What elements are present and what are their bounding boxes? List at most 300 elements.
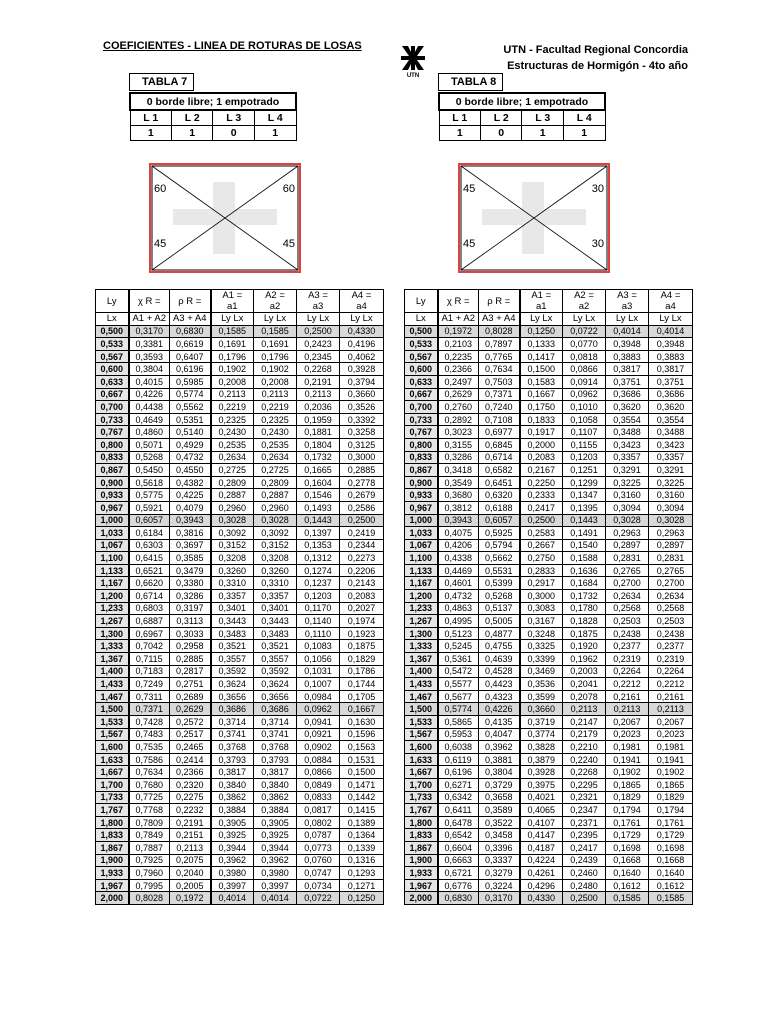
cell-chi-r: 0,6721 [438, 867, 479, 880]
cell-ly: 1,367 [405, 653, 438, 666]
cell-chi-r: 0,7042 [129, 640, 170, 653]
cell-rho-r: 0,2689 [170, 690, 211, 703]
cell-a4: 0,1389 [340, 816, 384, 829]
cell-a2: 0,3905 [254, 816, 297, 829]
edge-label: L 4 [563, 110, 605, 126]
cell-a4: 0,3225 [649, 476, 693, 489]
table-row [96, 451, 384, 464]
cell-ly: 2,000 [405, 892, 438, 905]
cell-a2: 0,2887 [254, 489, 297, 502]
cell-a4: 0,3028 [649, 514, 693, 527]
cell-ly: 0,800 [405, 438, 438, 451]
cell-ly: 0,900 [405, 476, 438, 489]
cell-a4: 0,1902 [649, 766, 693, 779]
cell-a3: 0,1585 [606, 892, 649, 905]
cell-a4: 0,2897 [649, 539, 693, 552]
col-header-label: Ly [106, 295, 117, 307]
cell-a1: 0,3483 [211, 627, 254, 640]
cell-chi-r: 0,7680 [129, 778, 170, 791]
table-row [405, 476, 693, 489]
cell-a1: 0,3884 [211, 804, 254, 817]
cell-rho-r: 0,6407 [170, 350, 211, 363]
cell-a3: 0,3686 [606, 388, 649, 401]
cell-rho-r: 0,2414 [170, 753, 211, 766]
cell-a3: 0,2036 [297, 401, 340, 414]
cell-a1: 0,4021 [520, 791, 563, 804]
cell-a4: 0,1316 [340, 854, 384, 867]
col-subheader-a3: Ly Lx [297, 313, 340, 326]
cell-ly: 0,800 [96, 438, 129, 451]
cell-a1: 0,3980 [211, 867, 254, 880]
cell-a2: 0,2268 [563, 766, 606, 779]
cell-a1: 0,2750 [520, 552, 563, 565]
table-row [96, 350, 384, 363]
cell-a1: 0,3840 [211, 778, 254, 791]
edge-value: 1 [130, 126, 171, 141]
cell-a2: 0,2321 [563, 791, 606, 804]
cell-a1: 0,2634 [211, 451, 254, 464]
cell-a2: 0,3980 [254, 867, 297, 880]
cell-ly: 1,833 [405, 829, 438, 842]
table-7-slab-diagram [148, 162, 302, 274]
cell-a3: 0,1170 [297, 602, 340, 615]
cell-ly: 0,567 [96, 350, 129, 363]
cell-a2: 0,2113 [254, 388, 297, 401]
table-row [96, 640, 384, 653]
edge-value: 1 [254, 126, 296, 141]
table-row [405, 816, 693, 829]
cell-a3: 0,1665 [297, 464, 340, 477]
col-header-a2 [254, 290, 297, 313]
table-row [405, 338, 693, 351]
cell-a3: 0,1443 [297, 514, 340, 527]
cell-ly: 1,233 [405, 602, 438, 615]
cell-a2: 0,0962 [563, 388, 606, 401]
cell-a1: 0,2500 [520, 514, 563, 527]
edge-value: 1 [439, 126, 480, 141]
cell-ly: 1,633 [96, 753, 129, 766]
cell-chi-r: 0,4732 [438, 590, 479, 603]
cell-ly: 1,167 [96, 577, 129, 590]
cell-chi-r: 0,3680 [438, 489, 479, 502]
cell-a4: 0,2831 [649, 552, 693, 565]
cell-a2: 0,2395 [563, 829, 606, 842]
cell-a1: 0,2417 [520, 501, 563, 514]
cell-rho-r: 0,4550 [170, 464, 211, 477]
cell-chi-r: 0,5268 [129, 451, 170, 464]
cell-a2: 0,3884 [254, 804, 297, 817]
cell-ly: 1,067 [96, 539, 129, 552]
cell-rho-r: 0,4528 [479, 665, 520, 678]
cell-a3: 0,1881 [297, 426, 340, 439]
cell-rho-r: 0,4047 [479, 728, 520, 741]
cell-a3: 0,1668 [606, 854, 649, 867]
cell-a4: 0,1442 [340, 791, 384, 804]
cell-a2: 0,2147 [563, 716, 606, 729]
cell-a4: 0,1829 [649, 791, 693, 804]
cell-chi-r: 0,4860 [129, 426, 170, 439]
cell-a2: 0,2295 [563, 778, 606, 791]
col-header-chi-r [438, 290, 479, 313]
cell-a2: 0,2008 [254, 375, 297, 388]
cell-chi-r: 0,4226 [129, 388, 170, 401]
cell-a3: 0,0747 [297, 867, 340, 880]
cell-a4: 0,3125 [340, 438, 384, 451]
cell-a2: 0,1875 [563, 627, 606, 640]
table-row [96, 879, 384, 892]
table-row [405, 854, 693, 867]
cell-rho-r: 0,2040 [170, 867, 211, 880]
cell-a1: 0,2917 [520, 577, 563, 590]
cell-a4: 0,1667 [340, 703, 384, 716]
cell-a4: 0,1612 [649, 879, 693, 892]
cell-a3: 0,3948 [606, 338, 649, 351]
table-row [96, 804, 384, 817]
edge-value: 1 [522, 126, 563, 141]
cell-a3: 0,2634 [606, 590, 649, 603]
cell-chi-r: 0,4649 [129, 413, 170, 426]
cell-ly: 1,133 [405, 564, 438, 577]
cell-a2: 0,0866 [563, 363, 606, 376]
table-7-coefficients [95, 289, 384, 905]
cell-chi-r: 0,5618 [129, 476, 170, 489]
cell-ly: 1,500 [405, 703, 438, 716]
table-row [405, 539, 693, 552]
cell-a3: 0,0984 [297, 690, 340, 703]
cell-a4: 0,4062 [340, 350, 384, 363]
cell-a2: 0,2219 [254, 401, 297, 414]
table-row [96, 338, 384, 351]
cell-a3: 0,1829 [606, 791, 649, 804]
table-row [405, 438, 693, 451]
table-row [96, 426, 384, 439]
edge-value: 0 [213, 126, 254, 141]
cell-chi-r: 0,7809 [129, 816, 170, 829]
cell-a4: 0,3488 [649, 426, 693, 439]
cell-ly: 1,867 [96, 841, 129, 854]
cell-a4: 0,3160 [649, 489, 693, 502]
cell-chi-r: 0,6119 [438, 753, 479, 766]
cell-ly: 0,500 [96, 325, 129, 338]
cell-a2: 0,3028 [254, 514, 297, 527]
cell-rho-r: 0,5774 [170, 388, 211, 401]
cell-chi-r: 0,3549 [438, 476, 479, 489]
cell-a2: 0,3483 [254, 627, 297, 640]
col-header-sub: a4 [665, 301, 676, 312]
cell-a3: 0,0734 [297, 879, 340, 892]
cell-ly: 0,833 [96, 451, 129, 464]
cell-a1: 0,3975 [520, 778, 563, 791]
cell-chi-r: 0,4469 [438, 564, 479, 577]
cell-a4: 0,1364 [340, 829, 384, 842]
col-header-a1 [520, 290, 563, 313]
document-title: COEFICIENTES - LINEA DE ROTURAS DE LOSAS [103, 40, 362, 52]
cell-ly: 1,767 [96, 804, 129, 817]
cell-a1: 0,1902 [211, 363, 254, 376]
cell-a1: 0,1917 [520, 426, 563, 439]
cell-a3: 0,3817 [606, 363, 649, 376]
cell-a3: 0,0921 [297, 728, 340, 741]
table-row [405, 728, 693, 741]
cell-a4: 0,1865 [649, 778, 693, 791]
table-row [96, 464, 384, 477]
cell-a3: 0,2897 [606, 539, 649, 552]
cell-chi-r: 0,4206 [438, 539, 479, 552]
col-header-label: Ly [415, 295, 426, 307]
cell-chi-r: 0,7249 [129, 678, 170, 691]
cell-chi-r: 0,3812 [438, 501, 479, 514]
table-8-coefficients [404, 289, 693, 905]
cell-ly: 1,233 [96, 602, 129, 615]
cell-a3: 0,1056 [297, 653, 340, 666]
cell-chi-r: 0,3170 [129, 325, 170, 338]
course-name: Estructuras de Hormigón - 4to año [507, 60, 688, 72]
cell-a3: 0,2831 [606, 552, 649, 565]
table-row [405, 564, 693, 577]
col-subheader-a1: Ly Lx [211, 313, 254, 326]
cell-chi-r: 0,5450 [129, 464, 170, 477]
table-row [405, 867, 693, 880]
cell-a2: 0,2179 [563, 728, 606, 741]
cell-chi-r: 0,2235 [438, 350, 479, 363]
col-header-rho-r [170, 290, 211, 313]
cell-a4: 0,4330 [340, 325, 384, 338]
cell-ly: 1,733 [405, 791, 438, 804]
cell-chi-r: 0,3381 [129, 338, 170, 351]
cell-a1: 0,2333 [520, 489, 563, 502]
cell-a4: 0,2503 [649, 615, 693, 628]
cell-a1: 0,2113 [211, 388, 254, 401]
cell-a3: 0,1397 [297, 527, 340, 540]
cell-a1: 0,4107 [520, 816, 563, 829]
cell-rho-r: 0,2232 [170, 804, 211, 817]
cell-rho-r: 0,2572 [170, 716, 211, 729]
cell-rho-r: 0,3943 [170, 514, 211, 527]
cell-a4: 0,1974 [340, 615, 384, 628]
cell-a1: 0,3944 [211, 841, 254, 854]
table-row [96, 501, 384, 514]
cell-ly: 1,033 [96, 527, 129, 540]
cell-a3: 0,1981 [606, 741, 649, 754]
cell-a1: 0,1750 [520, 401, 563, 414]
cell-a2: 0,2535 [254, 438, 297, 451]
table-row [96, 388, 384, 401]
table-row [405, 451, 693, 464]
cell-ly: 1,600 [405, 741, 438, 754]
cell-rho-r: 0,6845 [479, 438, 520, 451]
cell-a3: 0,2264 [606, 665, 649, 678]
col-subheader-a2: Ly Lx [563, 313, 606, 326]
cell-chi-r: 0,3155 [438, 438, 479, 451]
cell-a4: 0,2568 [649, 602, 693, 615]
cell-a3: 0,2191 [297, 375, 340, 388]
cell-a2: 0,2325 [254, 413, 297, 426]
table-row [405, 577, 693, 590]
cell-chi-r: 0,1972 [438, 325, 479, 338]
cell-a4: 0,4196 [340, 338, 384, 351]
cell-a4: 0,1531 [340, 753, 384, 766]
cell-a4: 0,3526 [340, 401, 384, 414]
cell-a1: 0,1667 [520, 388, 563, 401]
cell-chi-r: 0,5577 [438, 678, 479, 691]
table-row [405, 464, 693, 477]
col-subheader-chi-r: A1 + A2 [438, 313, 479, 326]
cell-chi-r: 0,4601 [438, 577, 479, 590]
cell-rho-r: 0,1972 [170, 892, 211, 905]
cell-a3: 0,1493 [297, 501, 340, 514]
edge-label: L 2 [171, 110, 212, 126]
cell-a1: 0,3925 [211, 829, 254, 842]
cell-ly: 1,400 [96, 665, 129, 678]
cell-chi-r: 0,6342 [438, 791, 479, 804]
cell-chi-r: 0,5245 [438, 640, 479, 653]
cell-rho-r: 0,3816 [170, 527, 211, 540]
cell-ly: 1,267 [96, 615, 129, 628]
cell-a3: 0,2765 [606, 564, 649, 577]
cell-ly: 0,900 [96, 476, 129, 489]
col-header-ly [405, 290, 438, 313]
col-header-sub: a3 [312, 301, 324, 312]
cell-chi-r: 0,6478 [438, 816, 479, 829]
cell-a2: 0,1347 [563, 489, 606, 502]
table-7-label: TABLA 7 [129, 73, 194, 91]
col-header-a4 [340, 290, 384, 313]
cell-chi-r: 0,6967 [129, 627, 170, 640]
cell-a1: 0,3152 [211, 539, 254, 552]
table-row [405, 703, 693, 716]
cell-ly: 1,733 [96, 791, 129, 804]
table-row [405, 640, 693, 653]
cell-a3: 0,2377 [606, 640, 649, 653]
cell-ly: 0,933 [96, 489, 129, 502]
cell-a2: 0,3768 [254, 741, 297, 754]
cell-a1: 0,3599 [520, 690, 563, 703]
cell-a2: 0,3624 [254, 678, 297, 691]
table-row [405, 514, 693, 527]
edge-value: 1 [171, 126, 212, 141]
cell-a2: 0,1491 [563, 527, 606, 540]
cell-a1: 0,4261 [520, 867, 563, 880]
table-row [96, 527, 384, 540]
col-header-label: A3 = [617, 290, 637, 301]
cell-a2: 0,1443 [563, 514, 606, 527]
cell-a4: 0,2778 [340, 476, 384, 489]
cell-chi-r: 0,7428 [129, 716, 170, 729]
table-row [96, 325, 384, 338]
cell-a3: 0,1732 [297, 451, 340, 464]
cell-a1: 0,2250 [520, 476, 563, 489]
cell-a2: 0,3793 [254, 753, 297, 766]
table-row [405, 627, 693, 640]
cell-a3: 0,1031 [297, 665, 340, 678]
cell-a4: 0,1875 [340, 640, 384, 653]
cell-rho-r: 0,6582 [479, 464, 520, 477]
cell-chi-r: 0,7115 [129, 653, 170, 666]
cell-a4: 0,2765 [649, 564, 693, 577]
table-row [96, 741, 384, 754]
cell-a3: 0,3883 [606, 350, 649, 363]
cell-chi-r: 0,5123 [438, 627, 479, 640]
angle-bottom-left: 45 [154, 238, 167, 250]
cell-a4: 0,1471 [340, 778, 384, 791]
table-row [96, 552, 384, 565]
table-row [96, 728, 384, 741]
cell-a3: 0,1612 [606, 879, 649, 892]
cell-a1: 0,2583 [520, 527, 563, 540]
cell-a1: 0,4065 [520, 804, 563, 817]
cell-a2: 0,1780 [563, 602, 606, 615]
cell-rho-r: 0,4323 [479, 690, 520, 703]
cell-rho-r: 0,5140 [170, 426, 211, 439]
table-8-condition: 0 borde libre; 1 empotrado [439, 93, 605, 110]
cell-a4: 0,3094 [649, 501, 693, 514]
table-8-body [405, 325, 693, 904]
cell-chi-r: 0,6521 [129, 564, 170, 577]
cell-a3: 0,2113 [606, 703, 649, 716]
cell-a2: 0,2480 [563, 879, 606, 892]
cell-chi-r: 0,6714 [129, 590, 170, 603]
cell-a2: 0,1395 [563, 501, 606, 514]
cell-a4: 0,1668 [649, 854, 693, 867]
cell-ly: 1,667 [96, 766, 129, 779]
cell-a1: 0,4147 [520, 829, 563, 842]
cell-a3: 0,0760 [297, 854, 340, 867]
cell-a2: 0,2634 [254, 451, 297, 464]
cell-rho-r: 0,3962 [479, 741, 520, 754]
angle-bottom-right: 30 [591, 238, 604, 250]
cell-a3: 0,1941 [606, 753, 649, 766]
cell-a1: 0,1500 [520, 363, 563, 376]
edge-label: L 3 [522, 110, 563, 126]
cell-a4: 0,1981 [649, 741, 693, 754]
cell-a1: 0,3260 [211, 564, 254, 577]
cell-a4: 0,2885 [340, 464, 384, 477]
table-row [96, 363, 384, 376]
cell-a4: 0,2319 [649, 653, 693, 666]
cell-rho-r: 0,2005 [170, 879, 211, 892]
cell-a3: 0,0787 [297, 829, 340, 842]
cell-a2: 0,3592 [254, 665, 297, 678]
cell-a3: 0,1729 [606, 829, 649, 842]
cell-ly: 0,667 [405, 388, 438, 401]
col-header-label: A3 = [308, 290, 328, 301]
cell-a2: 0,1155 [563, 438, 606, 451]
cell-a4: 0,2083 [340, 590, 384, 603]
cell-a3: 0,2568 [606, 602, 649, 615]
cell-a3: 0,0866 [297, 766, 340, 779]
cell-rho-r: 0,7634 [479, 363, 520, 376]
cell-a4: 0,2143 [340, 577, 384, 590]
table-row [405, 753, 693, 766]
cell-a3: 0,0722 [297, 892, 340, 905]
table-row [405, 804, 693, 817]
table-row [96, 476, 384, 489]
cell-a4: 0,1293 [340, 867, 384, 880]
cell-rho-r: 0,2275 [170, 791, 211, 804]
cell-chi-r: 0,6663 [438, 854, 479, 867]
cell-rho-r: 0,4639 [479, 653, 520, 666]
table-row [405, 401, 693, 414]
cell-ly: 0,533 [405, 338, 438, 351]
cell-rho-r: 0,2191 [170, 816, 211, 829]
cell-rho-r: 0,7503 [479, 375, 520, 388]
cell-ly: 1,600 [96, 741, 129, 754]
cell-ly: 1,467 [96, 690, 129, 703]
cell-chi-r: 0,2892 [438, 413, 479, 426]
table-row [405, 552, 693, 565]
cell-a3: 0,1640 [606, 867, 649, 880]
cell-ly: 1,100 [96, 552, 129, 565]
